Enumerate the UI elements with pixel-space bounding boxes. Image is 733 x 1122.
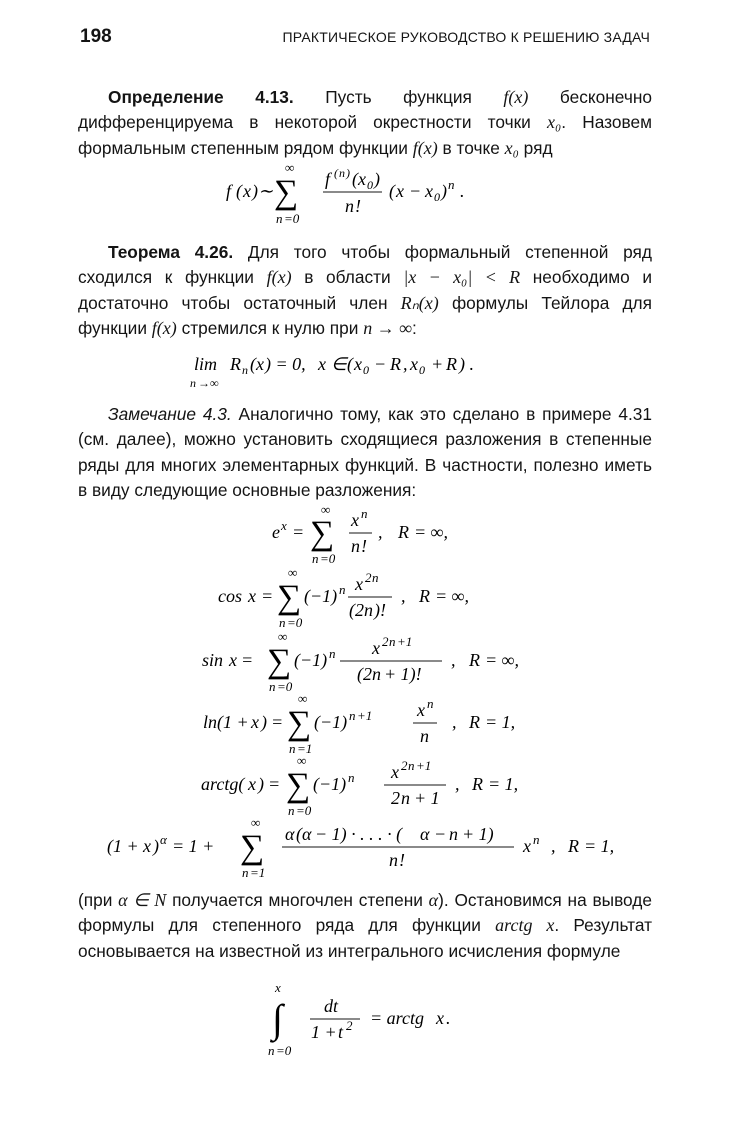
svg-text:,: , [378,522,383,542]
svg-text:x: x [243,181,251,201]
theorem-label: Теорема 4.26. [108,242,234,262]
expansion-binomial [107,815,614,880]
svg-text:R: R [472,774,483,794]
svg-text:∑: ∑ [286,767,311,804]
svg-text:): ) [374,169,380,189]
svg-text:2: 2 [391,788,400,808]
svg-text:): ) [261,712,267,732]
definition-label: Определение 4.13. [108,87,294,107]
expansions-block [0,500,733,890]
svg-text:0: 0 [367,178,373,192]
svg-text:x: x [143,836,151,856]
svg-text:x: x [355,574,363,594]
svg-text:x: x [256,354,264,374]
svg-text:(: ( [334,166,338,180]
svg-text:n: n [533,832,540,847]
svg-text:n: n [401,788,410,808]
svg-text:= 1,: = 1, [485,712,516,732]
svg-text:.: . [446,1008,451,1028]
svg-text:0: 0 [363,363,369,377]
svg-text:+1: +1 [357,708,373,723]
svg-text:n: n [372,570,379,585]
svg-text:+ 1: + 1 [414,788,440,808]
svg-text:=0: =0 [287,615,303,630]
svg-text:x: x [248,774,256,794]
definition-formula [0,160,733,230]
svg-text:=: = [292,522,305,542]
svg-text:(−1): (−1) [313,774,347,794]
svg-text:=: = [268,774,281,794]
svg-text:− 1) · . . . · (: − 1) · . . . · ( [315,824,403,844]
svg-text:)!: )! [374,600,386,620]
svg-text:n: n [329,646,336,661]
svg-text:n: n [289,741,296,756]
svg-text:∞: ∞ [321,502,331,517]
svg-text:∞: ∞ [288,565,298,580]
svg-text:= ∞,: = ∞, [485,650,519,670]
svg-text:∑: ∑ [310,515,335,552]
svg-text:): ) [153,836,159,856]
svg-text:n: n [269,679,276,694]
svg-text:n: n [268,1043,275,1058]
svg-text:R: R [398,522,409,542]
svg-text:=: = [241,650,254,670]
svg-text:f: f [226,181,232,201]
svg-text:=0: =0 [276,1043,292,1058]
svg-text:dt: dt [324,996,339,1016]
svg-text:(: ( [296,824,302,844]
svg-text:−: − [434,824,447,844]
svg-text:∑: ∑ [240,829,265,866]
svg-text:n: n [288,803,295,818]
svg-text:n: n [351,536,360,556]
remark-paragraph: Замечание 4.3. Аналогично тому, как это сделано в примере 4.31 (см. далее), можно установить сходящиеся разложения в степенные ряды для многих элементарных функций. В частности, полезно иметь в виду следующие основные разложения: [78,404,653,500]
svg-text:(: ( [352,169,358,189]
svg-text:(: ( [236,181,242,201]
svg-text:n: n [364,600,373,620]
svg-text:,: , [403,354,408,374]
svg-text:R: R [390,354,401,374]
svg-text:R: R [469,650,480,670]
svg-text:x: x [351,510,359,530]
svg-text:x: x [391,762,399,782]
svg-text:α: α [160,832,167,847]
expansion-arctg [201,753,518,818]
svg-text:x: x [251,712,259,732]
svg-text:2: 2 [382,634,389,649]
svg-text:= 1 +: = 1 + [172,836,215,856]
svg-text:): ) [258,774,264,794]
svg-text:n: n [339,166,345,180]
svg-text:1 +: 1 + [311,1022,337,1042]
svg-text:n: n [242,865,249,880]
svg-text:n: n [349,708,356,723]
svg-text:arctg(: arctg( [201,774,245,794]
remark-label: Замечание 4.3. [108,404,232,424]
svg-text:2: 2 [365,570,372,585]
svg-text:∑: ∑ [267,643,292,680]
integral-formula [0,980,733,1060]
svg-text:n: n [242,363,248,377]
svg-text:x: x [436,1008,444,1028]
theorem-paragraph: Теорема 4.26. Для того чтобы формальный степенной ряд сходился к функции f(x) в области |x − x₀| < R необходимо и достаточно чтобы остаточный член Rₙ(x) формулы Тейлора для функции f(x) стремился к нулю при n → ∞: [78,242,652,338]
svg-text:∫: ∫ [272,996,283,1041]
svg-text:!: ! [361,536,367,556]
svg-text:(2: (2 [357,664,372,684]
svg-text:.: . [460,181,465,201]
svg-text:x: x [417,700,425,720]
svg-text:=1: =1 [297,741,313,756]
expansion-cos [218,565,469,630]
svg-text:x: x [410,354,418,374]
svg-text:n: n [348,770,355,785]
svg-text:+1: +1 [416,758,432,773]
svg-text:n: n [408,758,415,773]
svg-text:x: x [396,181,404,201]
svg-text:=: = [261,586,274,606]
svg-text:e: e [272,522,280,542]
page-header [80,26,650,50]
svg-text:= arctg: = arctg [370,1008,424,1028]
svg-text:(: ( [250,354,256,374]
svg-text:+ 1): + 1) [462,824,494,844]
svg-text:,: , [452,712,457,732]
svg-text:(−1): (−1) [294,650,328,670]
svg-text:n: n [345,196,354,216]
page-number: 198 [80,26,112,47]
svg-text:,: , [451,650,456,670]
svg-text:n: n [448,177,455,192]
svg-text:n: n [361,506,368,521]
svg-text:0: 0 [419,363,425,377]
svg-text:x: x [281,518,287,533]
svg-text:!: ! [399,850,405,870]
svg-text:,: , [551,836,556,856]
svg-text:α: α [285,824,295,844]
svg-text:∞: ∞ [298,691,308,706]
svg-text:= 1,: = 1, [584,836,615,856]
svg-text:n: n [427,696,434,711]
svg-text:n: n [276,211,283,226]
svg-text:x: x [425,181,433,201]
svg-text:∈: ∈ [331,354,347,374]
svg-text:∞: ∞ [285,160,295,175]
svg-text:+ 1)!: + 1)! [384,664,422,684]
svg-text:n: n [389,850,398,870]
svg-text:= ∞,: = ∞, [435,586,469,606]
svg-text:2: 2 [401,758,408,773]
svg-text:= ∞,: = ∞, [414,522,448,542]
svg-text:∞: ∞ [251,815,261,830]
svg-text:): ) [346,166,350,180]
svg-text:=0: =0 [284,211,300,226]
svg-text:n: n [279,615,286,630]
closing-paragraph: (при α ∈ N получается многочлен степени α). Остановимся на выводе формулы для степенного ряда для функции arctg x. Результат основывается на известной из интегрального исчисления формуле [78,890,652,961]
svg-text:(−1): (−1) [304,586,338,606]
expansion-ln [203,691,515,756]
svg-text:α: α [302,824,312,844]
theorem-formula [0,348,733,394]
svg-text:=0: =0 [277,679,293,694]
svg-text:x: x [275,980,281,995]
expansion-exp [272,502,448,566]
svg-text:,: , [455,774,460,794]
svg-text:= 1,: = 1, [488,774,519,794]
svg-text:x: x [523,836,531,856]
running-title: ПРАКТИЧЕСКОЕ РУКОВОДСТВО К РЕШЕНИЮ ЗАДАЧ [282,29,650,45]
svg-text:∑: ∑ [287,705,312,742]
svg-text:n: n [339,582,346,597]
svg-text:cos: cos [218,586,242,606]
svg-text:ln(1 +: ln(1 + [203,712,249,732]
svg-text:+: + [431,354,444,374]
svg-text:!: ! [355,196,361,216]
svg-text:0: 0 [434,190,440,204]
svg-text:R: R [230,354,241,374]
svg-text:(2: (2 [349,600,364,620]
definition-paragraph: Определение 4.13. Пусть функция f(x) бесконечно дифференцируема в некоторой окрестности точки x₀. Назовем формальным степенным рядом функции f(x) в точке x₀ ряд [78,87,652,158]
svg-text:lim: lim [194,354,218,374]
svg-text:∼: ∼ [258,181,274,201]
svg-text:→∞: →∞ [198,376,219,390]
svg-text:R: R [469,712,480,732]
svg-text:): ) [252,181,258,201]
svg-text:R: R [446,354,457,374]
svg-text:x: x [354,354,362,374]
svg-text:∑: ∑ [274,174,299,211]
svg-text:n: n [372,664,381,684]
svg-text:∑: ∑ [277,579,302,616]
svg-text:R: R [419,586,430,606]
svg-text:x: x [318,354,326,374]
svg-text:): ) [441,181,447,201]
svg-text:n: n [389,634,396,649]
svg-text:∞: ∞ [297,753,307,768]
svg-text:x: x [229,650,237,670]
svg-text:(: ( [389,181,395,201]
svg-text:t: t [338,1022,344,1042]
svg-text:(: ( [347,354,353,374]
svg-text:α: α [420,824,430,844]
svg-text:=0: =0 [296,803,312,818]
svg-text:) .: ) . [459,354,474,374]
svg-text:∞: ∞ [278,629,288,644]
svg-text:2: 2 [346,1018,353,1033]
svg-text:−: − [374,354,387,374]
svg-text:=0: =0 [320,551,336,566]
svg-text:=: = [271,712,284,732]
svg-text:=1: =1 [250,865,266,880]
svg-text:,: , [401,586,406,606]
svg-text:) = 0,: ) = 0, [265,354,306,374]
svg-text:x: x [358,169,366,189]
svg-text:n: n [420,726,429,746]
svg-text:n: n [190,376,196,390]
svg-text:n: n [312,551,319,566]
svg-text:R: R [568,836,579,856]
svg-text:(−1): (−1) [314,712,348,732]
svg-text:x: x [248,586,256,606]
svg-text:−: − [409,181,422,201]
svg-text:f: f [325,169,331,189]
svg-text:+1: +1 [397,634,413,649]
svg-text:n: n [449,824,458,844]
svg-text:sin: sin [202,650,224,670]
svg-text:x: x [372,638,380,658]
svg-text:(1 +: (1 + [107,836,139,856]
expansion-sin [202,629,519,694]
